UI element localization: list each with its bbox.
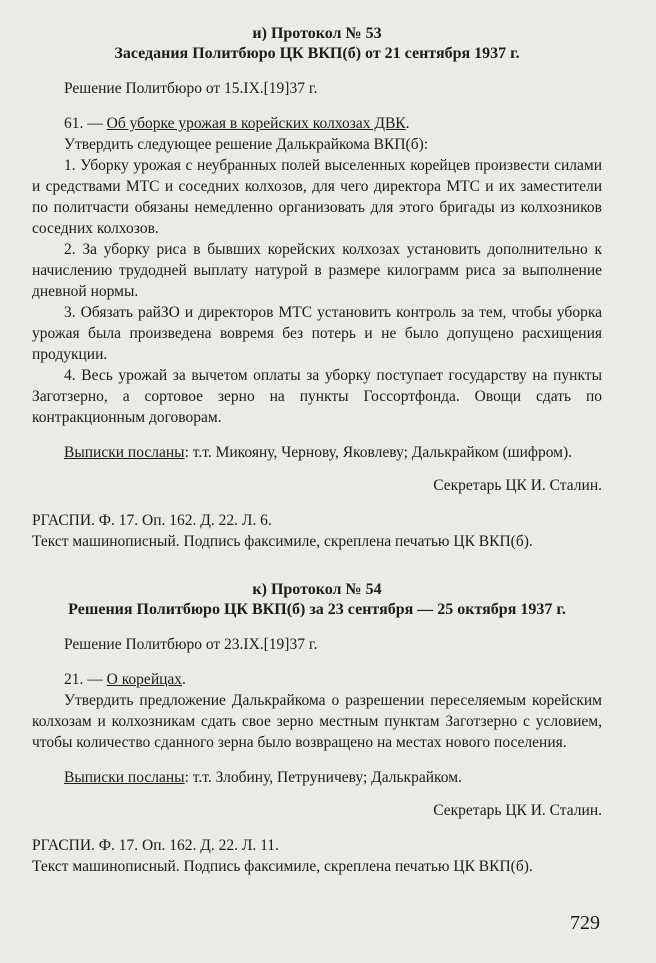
point-4: 4. Весь урожай за вычетом оплаты за уборку поступает государству на пункты Заготзерно, а сортовое зерно на пункты Госсортфонда. Овощи сдать по контракционным договорам. <box>32 367 602 426</box>
item-number: 61. — <box>64 115 103 132</box>
protocol-54-section <box>32 580 602 877</box>
point-3: 3. Обязать райЗО и директоров МТС установить контроль за тем, чтобы уборка урожая была произведена вовремя без потерь и не было допущено расхищения продукции. <box>32 304 602 363</box>
decision-reference: Решение Политбюро от 23.IX.[19]37 г. <box>64 636 318 653</box>
agenda-item <box>32 113 602 134</box>
archive-reference: РГАСПИ. Ф. 17. Оп. 162. Д. 22. Л. 11. <box>32 837 279 854</box>
item-title: О корейцах <box>106 671 183 688</box>
page-number: 729 <box>570 912 600 934</box>
protocol-54-subheading: Решения Политбюро ЦК ВКП(б) за 23 сентября — 25 октября 1937 г. <box>68 601 566 618</box>
archive-reference: РГАСПИ. Ф. 17. Оп. 162. Д. 22. Л. 6. <box>32 512 272 529</box>
item-title: Об уборке урожая в корейских колхозах ДВК <box>106 115 406 132</box>
signature: Секретарь ЦК И. Сталин. <box>433 802 602 819</box>
protocol-53-section <box>32 24 602 552</box>
signature: Секретарь ЦК И. Сталин. <box>433 477 602 494</box>
decision-body: Утвердить предложение Далькрайкома о разрешении переселяемым корейским колхозам и колхозникам сдать свое зерно местным пунктам Заготзерно с условием, чтобы количество сданного зерна было возвращено на местах нового поселения. <box>32 692 602 751</box>
protocol-54-heading: к) Протокол № 54 <box>252 581 382 598</box>
point-2: 2. За уборку риса в бывших корейских колхозах установить дополнительно к начислению трудодней выплату натурой в размере килограмм риса за выполнение дневной нормы. <box>32 241 602 300</box>
archive-note: Текст машинописный. Подпись факсимиле, скреплена печатью ЦК ВКП(б). <box>32 858 533 875</box>
sent-label: Выписки посланы <box>64 444 185 461</box>
protocol-53-subheading: Заседания Политбюро ЦК ВКП(б) от 21 сентября 1937 г. <box>114 45 520 62</box>
sent-to <box>32 767 602 788</box>
sent-recipients: : т.т. Злобину, Петруничеву; Далькрайком. <box>184 769 462 786</box>
sent-recipients: : т.т. Микояну, Чернову, Яковлеву; Далькрайком (шифром). <box>184 444 573 461</box>
sent-to <box>32 442 602 463</box>
decision-reference: Решение Политбюро от 15.IX.[19]37 г. <box>64 80 318 97</box>
archive-note: Текст машинописный. Подпись факсимиле, скреплена печатью ЦК ВКП(б). <box>32 533 533 550</box>
protocol-53-heading: и) Протокол № 53 <box>252 25 382 42</box>
item-title-period: . <box>182 671 186 688</box>
sent-label: Выписки посланы <box>64 769 185 786</box>
agenda-item <box>32 669 602 690</box>
item-title-period: . <box>405 115 410 132</box>
item-number: 21. — <box>64 671 103 688</box>
approve-line: Утвердить следующее решение Далькрайкома ВКП(б): <box>64 136 429 153</box>
point-1: 1. Уборку урожая с неубранных полей выселенных корейцев произвести силами и средствами МТС и соседних колхозов, для чего директора МТС и их заместители по политчасти обязаны немедленно организовать для этого бригады из колхозников соседних колхозов. <box>32 157 602 237</box>
